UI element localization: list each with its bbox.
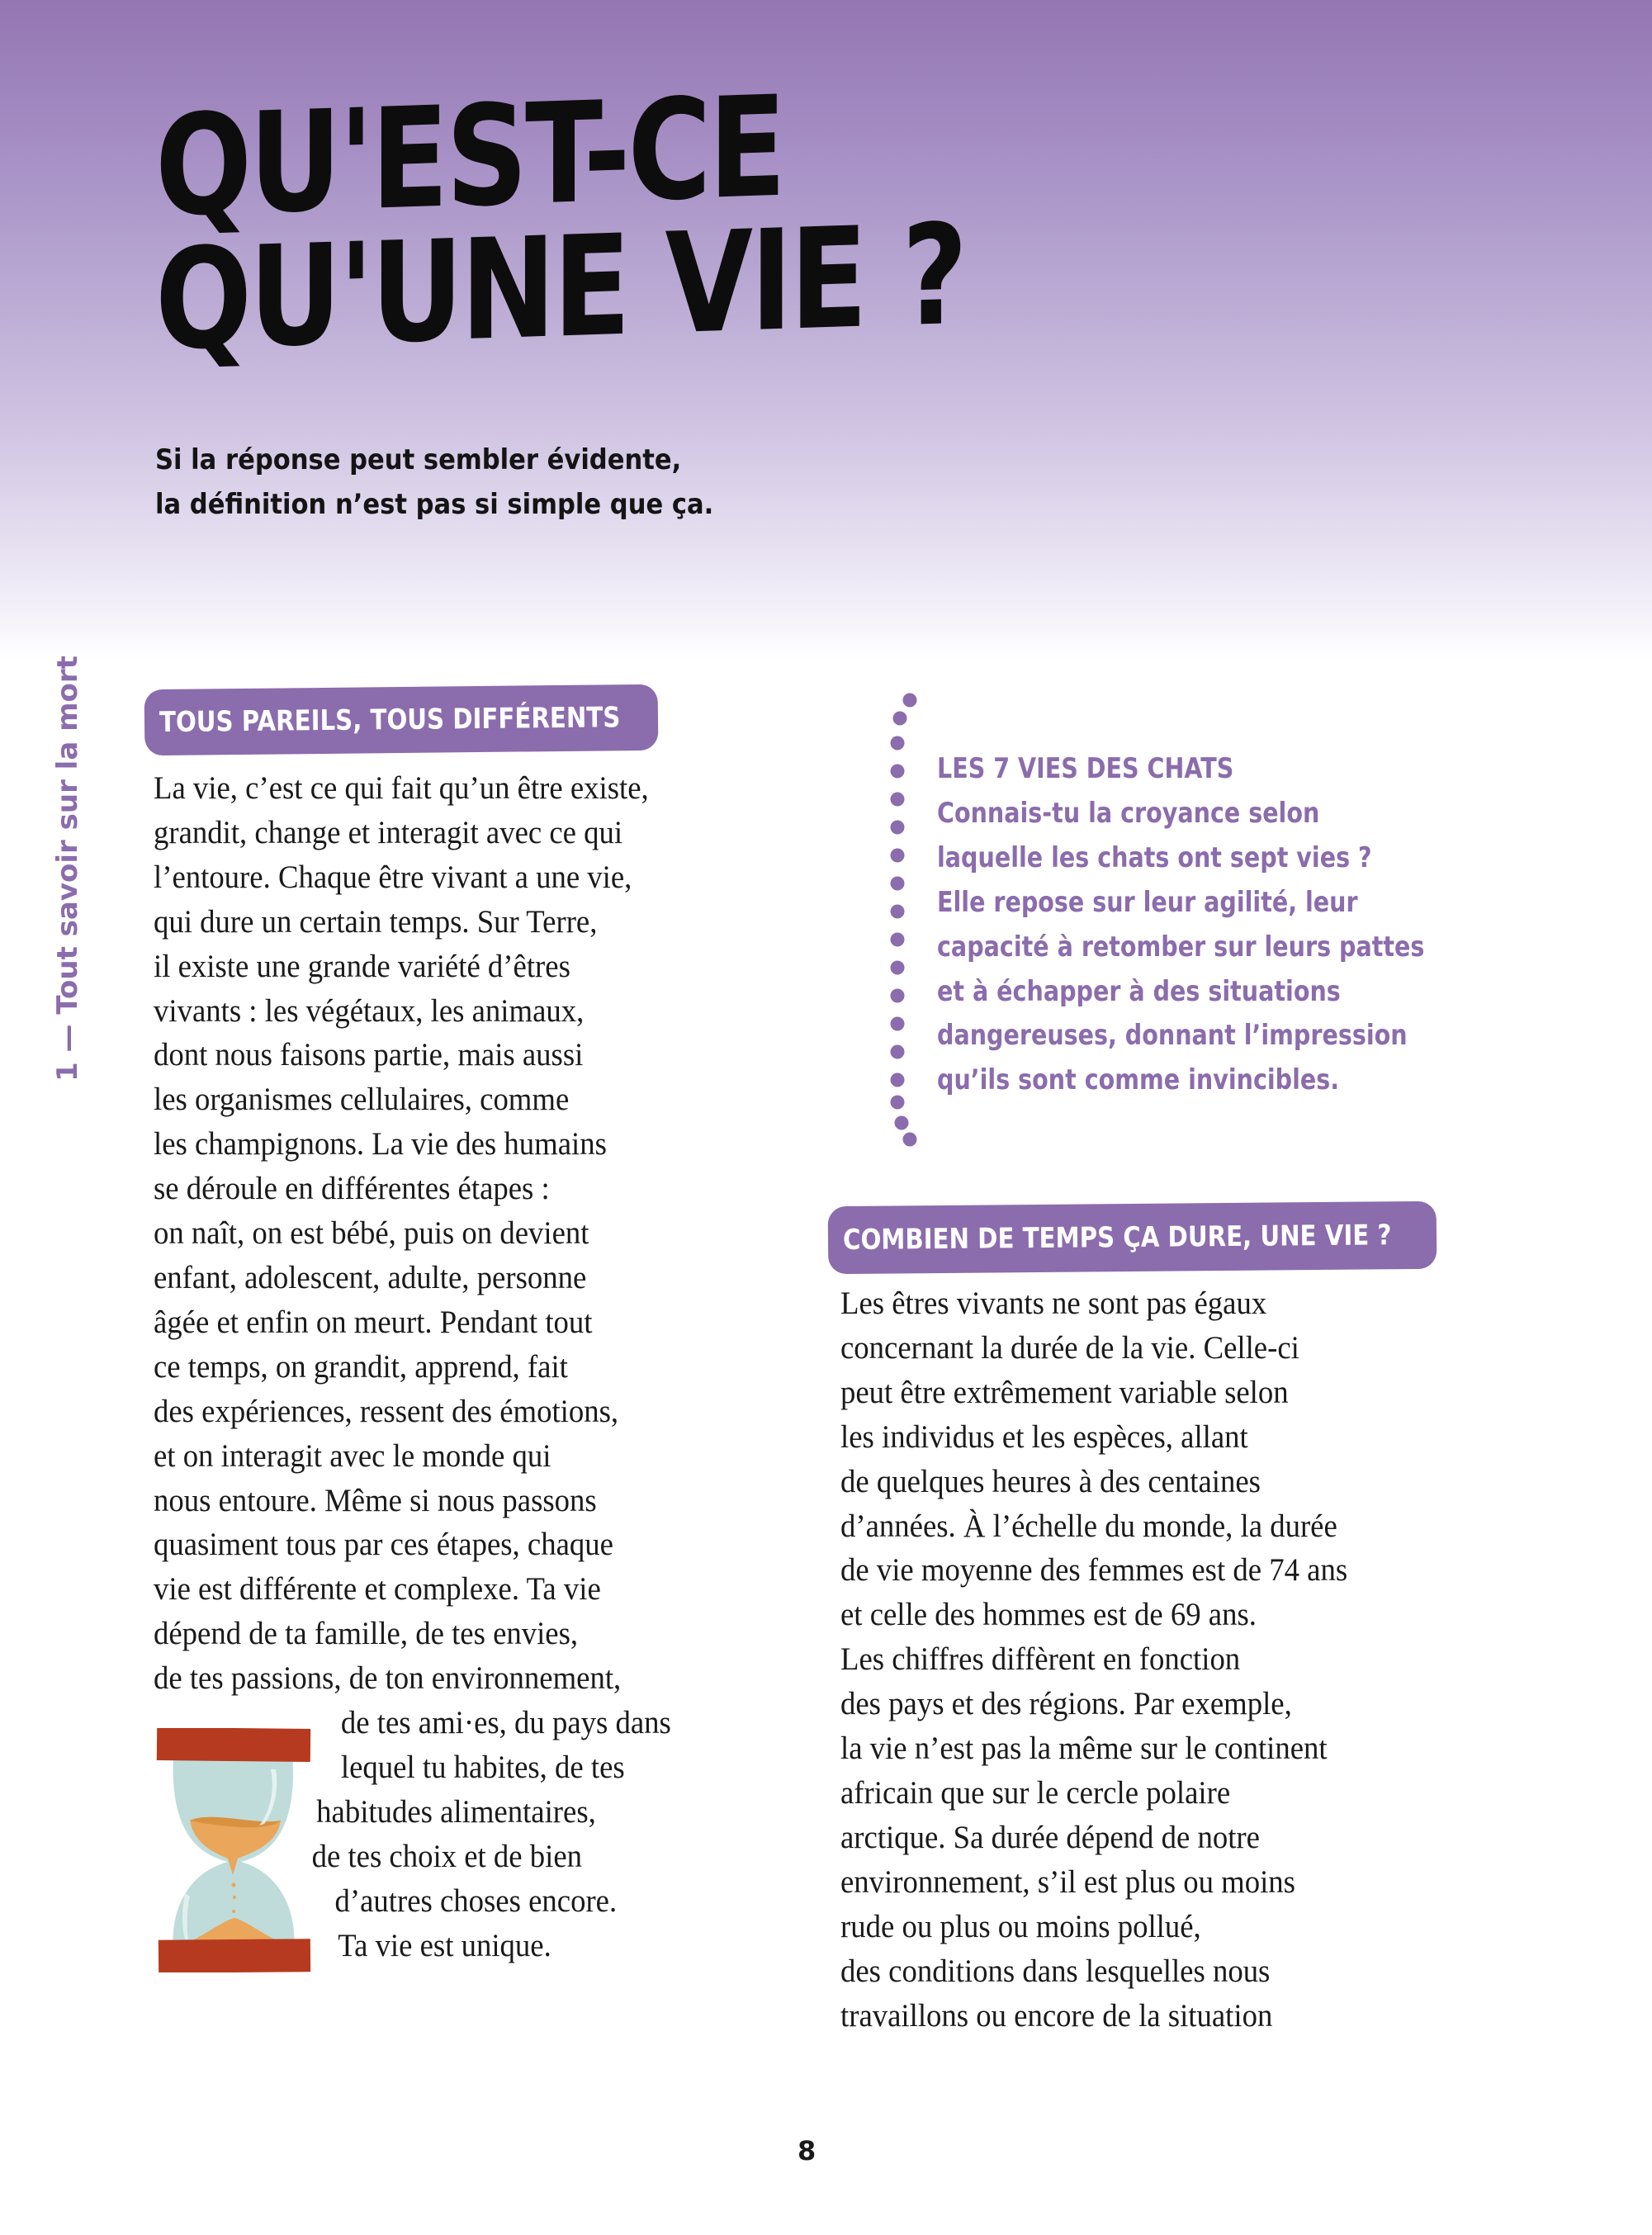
body-line: vivants : les végétaux, les animaux, — [154, 992, 585, 1029]
sidebar-heading: LES 7 VIES DES CHATS — [937, 752, 1234, 785]
body-line-wrapped: lequel tu habites, de tes — [340, 1748, 625, 1785]
body-line: les champignons. La vie des humains — [154, 1125, 607, 1162]
section-heading-label: COMBIEN DE TEMPS ÇA DURE, UNE VIE ? — [842, 1219, 1392, 1257]
body-line: dépend de ta famille, de tes envies, — [154, 1615, 579, 1652]
body-line: l’entoure. Chaque être vivant a une vie, — [154, 858, 632, 895]
body-line: quasiment tous par ces étapes, chaque — [154, 1526, 613, 1563]
body-line: africain que sur le cercle polaire — [840, 1773, 1231, 1811]
body-line: les organismes cellulaires, comme — [154, 1081, 570, 1118]
sidebar-line: et à échapper à des situations — [937, 974, 1341, 1008]
body-line-wrapped: d’autres choses encore. — [334, 1882, 618, 1919]
body-line: enfant, adolescent, adulte, personne — [154, 1258, 587, 1295]
page-number: 8 — [798, 2135, 817, 2166]
body-line: dont nous faisons partie, mais aussi — [154, 1036, 584, 1073]
body-line: d’années. À l’échelle du monde, la durée — [840, 1507, 1337, 1544]
sidebar-cats-note — [937, 747, 1517, 1103]
section-heading-tous-pareils — [144, 684, 659, 756]
body-line: des expériences, ressent des émotions, — [154, 1392, 619, 1429]
body-line: la vie n’est pas la même sur le continent — [840, 1730, 1328, 1767]
body-line: de vie moyenne des femmes est de 74 ans — [840, 1551, 1348, 1589]
body-line: travaillons ou encore de la situation — [840, 1996, 1273, 2034]
page-title-line-2: QU'UNE VIE ? — [155, 193, 965, 381]
sidebar-line: qu’ils sont comme invincibles. — [937, 1063, 1340, 1097]
body-line: des pays et des régions. Par exemple, — [840, 1685, 1292, 1722]
page-title-line-1: QU'EST-CE — [155, 65, 784, 248]
section-heading-combien-de-temps — [828, 1201, 1437, 1274]
body-line: âgée et enfin on meurt. Pendant tout — [154, 1303, 593, 1340]
body-line: Les êtres vivants ne sont pas égaux — [840, 1285, 1267, 1321]
body-line: peut être extrêmement variable selon — [840, 1373, 1289, 1410]
body-line: de tes passions, de ton environnement, — [154, 1660, 622, 1697]
body-line: des conditions dans lesquelles nous — [840, 1952, 1271, 1989]
body-line: rude ou plus ou moins pollué, — [840, 1907, 1201, 1944]
body-line: ce temps, on grandit, apprend, fait — [154, 1347, 568, 1385]
hourglass-icon — [155, 1728, 312, 1972]
body-line: qui dure un certain temps. Sur Terre, — [154, 902, 598, 940]
body-line: nous entoure. Même si nous passons — [154, 1481, 597, 1518]
body-line-wrapped: Ta vie est unique. — [338, 1926, 551, 1963]
sidebar-line: dangereuses, donnant l’impression — [937, 1019, 1408, 1053]
sidebar-line: capacité à retomber sur leurs pattes — [937, 930, 1425, 964]
body-line-wrapped: habitudes alimentaires, — [316, 1792, 596, 1830]
sidebar-line: laquelle les chats ont sept vies ? — [937, 840, 1372, 874]
section2-body — [840, 1281, 1385, 2038]
body-line: grandit, change et interagit avec ce qui — [154, 813, 623, 850]
body-line: vie est différente et complexe. Ta vie — [154, 1570, 601, 1608]
sidebar-line: Elle repose sur leur agilité, leur — [937, 885, 1358, 919]
body-line: les individus et les espèces, allant — [840, 1418, 1248, 1455]
page-title — [155, 65, 965, 381]
section-heading-label: TOUS PAREILS, TOUS DIFFÉRENTS — [159, 701, 621, 740]
body-line: environnement, s’il est plus ou moins — [840, 1863, 1295, 1900]
body-line: il existe une grande variété d’êtres — [154, 947, 570, 984]
page-subtitle — [155, 438, 713, 527]
body-line: se déroule en différentes étapes : — [154, 1170, 550, 1207]
sidebar-line: Connais-tu la croyance selon — [937, 796, 1320, 830]
body-line: et celle des hommes est de 69 ans. — [840, 1596, 1257, 1633]
body-line-wrapped: de tes ami·es, du pays dans — [340, 1704, 671, 1741]
body-line: arctique. Sa durée dépend de notre — [840, 1818, 1260, 1855]
body-line: Les chiffres diffèrent en fonction — [840, 1641, 1241, 1678]
body-line-wrapped: de tes choix et de bien — [311, 1837, 583, 1874]
body-line: de quelques heures à des centaines — [840, 1462, 1261, 1499]
subtitle-line: la définition n’est pas si simple que ça. — [155, 488, 714, 521]
chapter-side-label: 1 — Tout savoir sur la mort — [51, 656, 84, 1082]
body-line: La vie, c’est ce qui fait qu’un être existe, — [154, 769, 649, 806]
body-line: on naît, on est bébé, puis on devient — [154, 1215, 589, 1252]
subtitle-line: Si la réponse peut sembler évidente, — [155, 443, 682, 476]
body-line: concernant la durée de la vie. Celle-ci — [840, 1328, 1299, 1366]
body-line: et on interagit avec le monde qui — [154, 1437, 551, 1474]
